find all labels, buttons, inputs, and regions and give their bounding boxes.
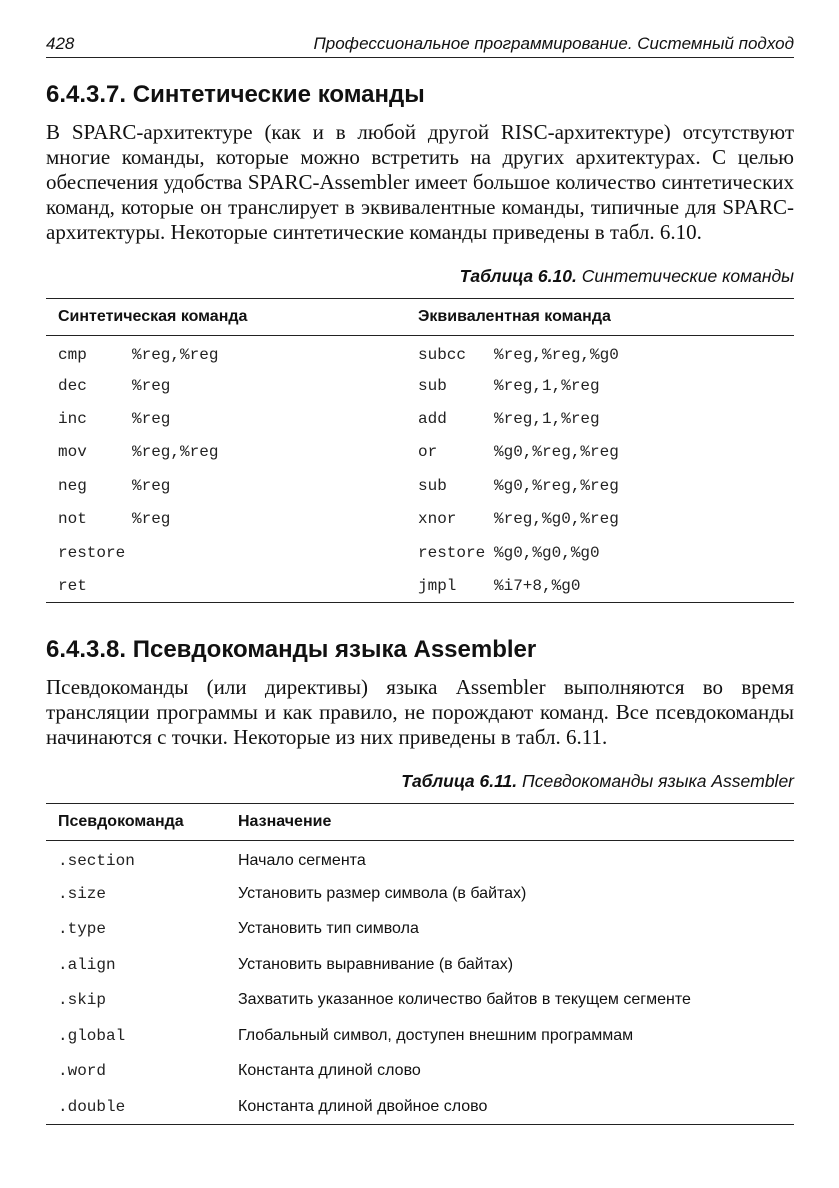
equivalent-command-cell (418, 469, 794, 502)
directive-cell: .word (58, 1062, 107, 1081)
synthetic-command-cell (46, 436, 418, 469)
synthetic-opcode: neg (58, 476, 87, 495)
table-row (46, 1089, 794, 1125)
synthetic-opcode: not (58, 510, 87, 529)
table-row (46, 1054, 794, 1090)
equivalent-operands: %reg,%g0,%reg (494, 510, 619, 529)
equivalent-opcode: or (418, 443, 438, 462)
equivalent-command-cell (418, 569, 794, 602)
paragraph-pseudo: Псевдокоманды (или директивы) языка Assembler выполняются во время трансляции программы и как правило, не порождают команд. Все псевдокоманды начинаются с точки. Некоторые из них приведены в табл. 6.11. (46, 675, 794, 750)
purpose-cell: Начало сегмента (238, 851, 366, 869)
table-row (46, 947, 794, 983)
synthetic-operands: %reg,%reg (132, 443, 219, 462)
table-6-11 (46, 803, 794, 1125)
synthetic-opcode: mov (58, 443, 87, 462)
equivalent-opcode: sub (418, 376, 447, 395)
table-6-10 (46, 298, 794, 603)
synthetic-command-cell (46, 369, 418, 402)
synthetic-command-cell (46, 469, 418, 502)
equivalent-opcode: sub (418, 476, 447, 495)
synthetic-opcode: inc (58, 409, 87, 428)
table-row (46, 336, 794, 369)
synthetic-opcode: ret (58, 576, 87, 595)
table-6-11-caption-text: Псевдокоманды языка Assembler (522, 771, 794, 792)
synthetic-opcode: dec (58, 376, 87, 395)
directive-cell: .type (58, 920, 107, 939)
equivalent-operands: %reg,1,%reg (494, 409, 600, 428)
col-header-directive: Псевдокоманда (46, 804, 238, 841)
equivalent-opcode: subcc (418, 346, 467, 365)
section-heading-pseudo: 6.4.3.8. Псевдокоманды языка Assembler (46, 636, 537, 664)
paragraph-synthetic: В SPARC-архитектуре (как и в любой другой RISC-архитектуре) отсутствуют многие команды, которые можно встретить на других архитектурах. С целью обеспечения удобства SPARC-Assembler имеет большое количество синтетических команд, которые он транслирует в эквивалентные команды, типичные для SPARC-архитектуры. Некоторые синтетические команды приведены в табл. 6.10. (46, 120, 794, 244)
equivalent-command-cell (418, 369, 794, 402)
table-row (46, 569, 794, 602)
directive-cell: .skip (58, 991, 107, 1010)
table-6-11-caption (46, 770, 794, 792)
equivalent-command-cell (418, 402, 794, 435)
col-header-equivalent: Эквивалентная команда (418, 299, 794, 336)
synthetic-command-cell (46, 536, 418, 569)
directive-cell: .global (58, 1026, 126, 1045)
table-row (46, 983, 794, 1019)
synthetic-operands: %reg (132, 510, 171, 529)
directive-cell: .align (58, 955, 116, 974)
synthetic-operands: %reg (132, 409, 171, 428)
table-row (46, 536, 794, 569)
equivalent-command-cell (418, 336, 794, 369)
synthetic-operands: %reg (132, 376, 171, 395)
synthetic-operands: %reg (132, 476, 171, 495)
equivalent-opcode: xnor (418, 510, 457, 529)
purpose-cell: Глобальный символ, доступен внешним программам (238, 1026, 634, 1044)
purpose-cell: Константа длиной двойное слово (238, 1097, 488, 1115)
directive-cell: .size (58, 884, 107, 903)
synthetic-operands: %reg,%reg (132, 346, 219, 365)
synthetic-opcode: restore (58, 543, 126, 562)
book-title: Профессиональное программирование. Системный подход (313, 34, 794, 53)
table-6-10-caption (46, 265, 794, 287)
table-row (46, 502, 794, 535)
col-header-synthetic: Синтетическая команда (46, 299, 418, 336)
running-header (46, 30, 794, 58)
synthetic-opcode: cmp (58, 346, 87, 365)
equivalent-operands: %i7+8,%g0 (494, 576, 581, 595)
table-row (46, 841, 794, 877)
table-row (46, 402, 794, 435)
synthetic-command-cell (46, 336, 418, 369)
col-header-purpose: Назначение (238, 804, 794, 841)
table-6-11-caption-label: Таблица 6.11. (401, 771, 518, 792)
section-heading-synthetic: 6.4.3.7. Синтетические команды (46, 81, 425, 108)
table-6-10-caption-label: Таблица 6.10. (459, 266, 577, 286)
synthetic-command-cell (46, 569, 418, 602)
purpose-cell: Константа длиной слово (238, 1062, 421, 1080)
book-page (46, 30, 794, 1125)
purpose-cell: Установить тип символа (238, 920, 419, 938)
equivalent-opcode: jmpl (418, 576, 457, 595)
purpose-cell: Установить выравнивание (в байтах) (238, 955, 514, 973)
purpose-cell: Установить размер символа (в байтах) (238, 884, 527, 902)
table-row (46, 876, 794, 912)
table-row (46, 436, 794, 469)
equivalent-operands: %g0,%g0,%g0 (494, 543, 600, 562)
equivalent-opcode: restore (418, 543, 486, 562)
table-row (46, 912, 794, 948)
equivalent-operands: %reg,%reg,%g0 (494, 346, 619, 365)
equivalent-command-cell (418, 502, 794, 535)
table-row (46, 1018, 794, 1054)
purpose-cell: Захватить указанное количество байтов в текущем сегменте (238, 991, 691, 1009)
directive-cell: .section (58, 851, 135, 870)
table-6-10-caption-text: Синтетические команды (581, 266, 794, 286)
table-row (46, 369, 794, 402)
table-row (46, 469, 794, 502)
equivalent-operands: %g0,%reg,%reg (494, 476, 619, 495)
equivalent-command-cell (418, 436, 794, 469)
page-number: 428 (46, 34, 75, 53)
equivalent-operands: %reg,1,%reg (494, 376, 600, 395)
equivalent-opcode: add (418, 409, 447, 428)
synthetic-command-cell (46, 402, 418, 435)
directive-cell: .double (58, 1097, 126, 1116)
equivalent-command-cell (418, 536, 794, 569)
synthetic-command-cell (46, 502, 418, 535)
equivalent-operands: %g0,%reg,%reg (494, 443, 619, 462)
